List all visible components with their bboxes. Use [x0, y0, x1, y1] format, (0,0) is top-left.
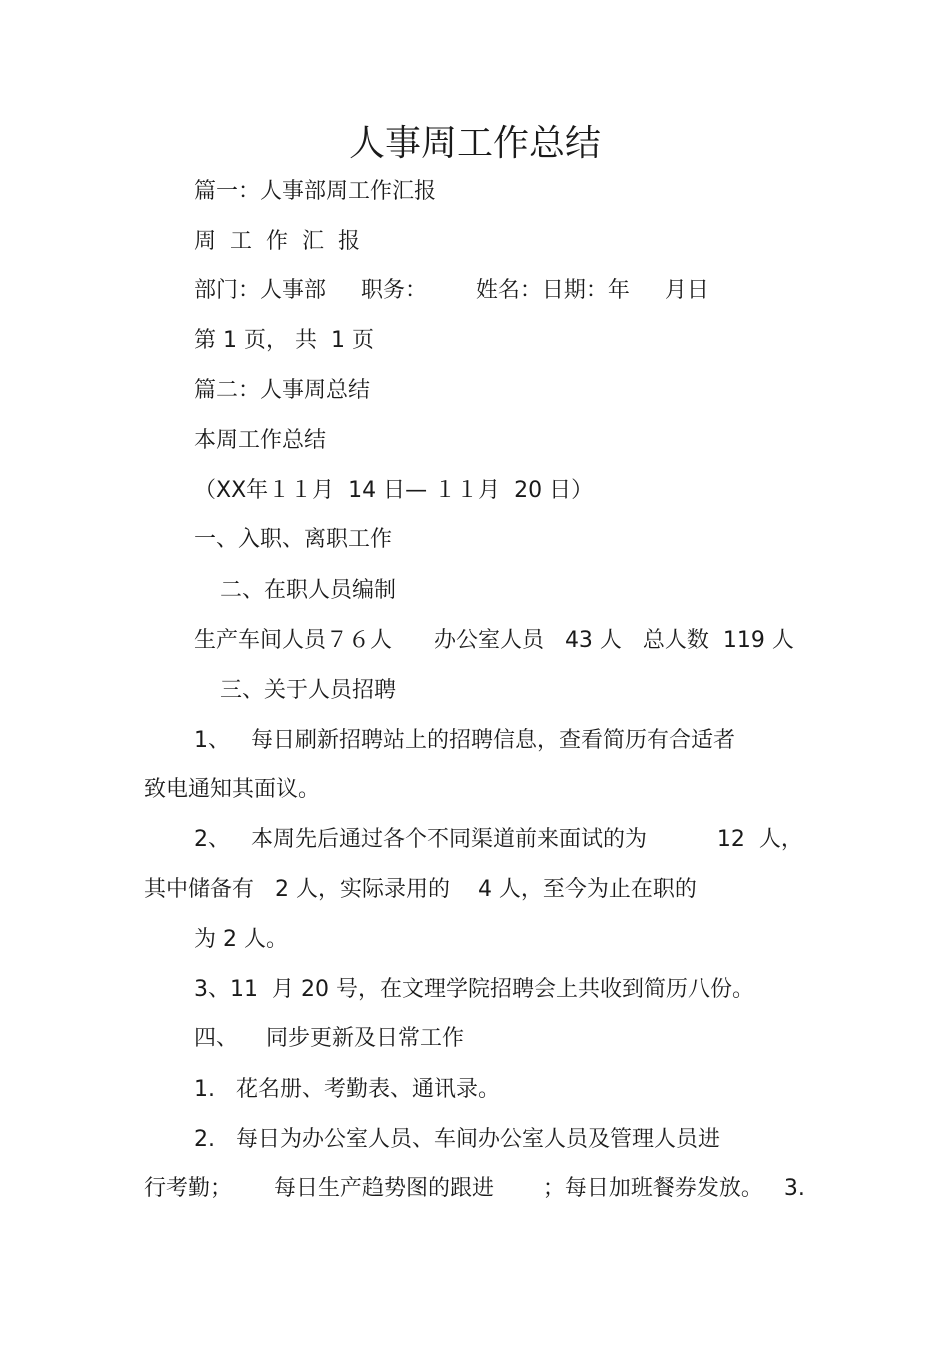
staffing-numbers-line: 生产车间人员７６人 办公室人员 43 人 总人数 119 人	[194, 628, 794, 653]
report-meta-line: 部门：人事部 职务： 姓名：日期：年 月日	[194, 278, 709, 303]
report-heading: 周 工 作 汇 报	[194, 229, 360, 254]
section-heading-part-one: 篇一：人事部周工作汇报	[194, 179, 437, 204]
daily-work-point-2-continued: 行考勤； 每日生产趋势图的跟进 ；每日加班餐券发放。 3.	[144, 1176, 805, 1201]
item-heading-onboarding: 一、入职、离职工作	[194, 527, 393, 552]
item-heading-daily-work: 四、 同步更新及日常工作	[194, 1026, 464, 1051]
daily-work-point-1: 1. 花名册、考勤表、通讯录。	[194, 1077, 500, 1102]
page-count-line: 第 1 页， 共 1 页	[194, 328, 374, 353]
recruiting-point-2-end: 为 2 人。	[194, 927, 288, 952]
item-heading-recruiting: 三、关于人员招聘	[220, 678, 397, 703]
recruiting-point-2-continued: 其中储备有 2 人，实际录用的 4 人，至今为止在职的	[144, 877, 697, 902]
recruiting-point-1: 1、 每日刷新招聘站上的招聘信息，查看简历有合适者	[194, 728, 735, 753]
daily-work-point-2: 2. 每日为办公室人员、车间办公室人员及管理人员进	[194, 1127, 720, 1152]
section-heading-part-two: 篇二：人事周总结	[194, 378, 371, 403]
recruiting-point-3: 3、11 月 20 号，在文理学院招聘会上共收到简历八份。	[194, 977, 754, 1002]
date-range-line: （XX年１１月 14 日— １１月 20 日）	[194, 478, 594, 503]
document-title: 人事周工作总结	[348, 123, 601, 164]
recruiting-point-1-continued: 致电通知其面议。	[144, 777, 321, 802]
item-heading-staffing: 二、在职人员编制	[220, 578, 397, 603]
recruiting-point-2: 2、 本周先后通过各个不同渠道前来面试的为 12 人，	[194, 827, 803, 852]
summary-heading: 本周工作总结	[194, 428, 327, 453]
